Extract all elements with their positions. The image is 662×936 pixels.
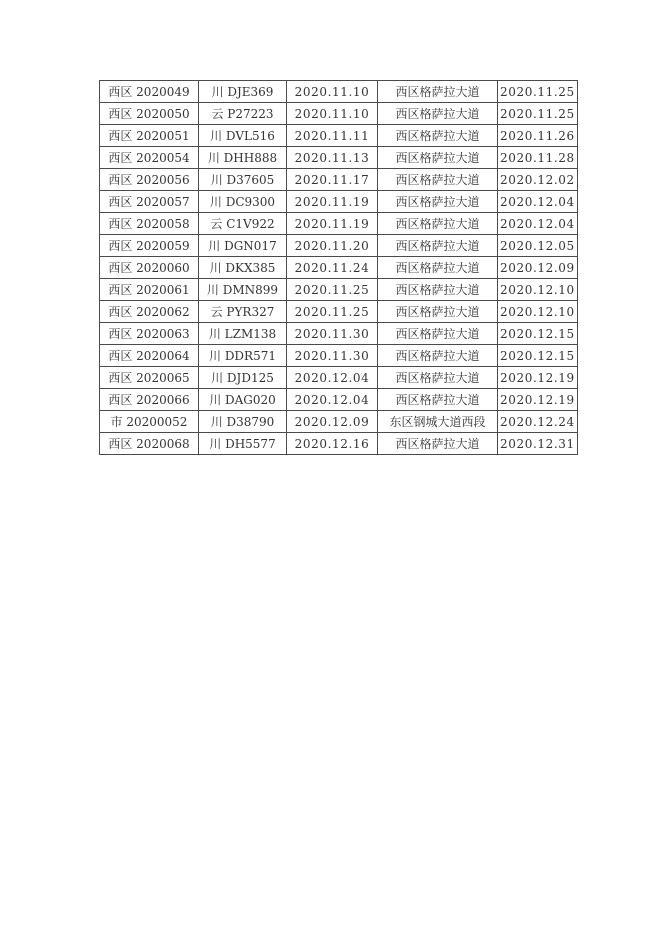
table-cell-deadline-date: 2020.12.10 xyxy=(498,279,578,301)
table-cell-deadline-date: 2020.12.15 xyxy=(498,345,578,367)
table-cell-violation-date: 2020.11.25 xyxy=(287,301,378,323)
table-cell-record-id: 西区 2020064 xyxy=(100,345,199,367)
table-cell-location: 西区格萨拉大道 xyxy=(378,257,498,279)
table-row xyxy=(100,301,578,323)
table-row xyxy=(100,367,578,389)
table-body xyxy=(100,81,578,455)
table-cell-plate-number: 川 DAG020 xyxy=(199,389,287,411)
table-cell-violation-date: 2020.12.04 xyxy=(287,367,378,389)
table-cell-deadline-date: 2020.12.15 xyxy=(498,323,578,345)
table-cell-record-id: 西区 2020063 xyxy=(100,323,199,345)
table-cell-violation-date: 2020.11.19 xyxy=(287,191,378,213)
table-cell-record-id: 西区 2020065 xyxy=(100,367,199,389)
table-cell-record-id: 西区 2020057 xyxy=(100,191,199,213)
table-cell-deadline-date: 2020.12.19 xyxy=(498,367,578,389)
table-cell-violation-date: 2020.11.10 xyxy=(287,103,378,125)
table-cell-location: 西区格萨拉大道 xyxy=(378,191,498,213)
table-cell-plate-number: 川 DMN899 xyxy=(199,279,287,301)
table-cell-location: 西区格萨拉大道 xyxy=(378,389,498,411)
table-cell-location: 西区格萨拉大道 xyxy=(378,213,498,235)
table-row xyxy=(100,125,578,147)
table-cell-violation-date: 2020.11.20 xyxy=(287,235,378,257)
table-cell-violation-date: 2020.11.30 xyxy=(287,345,378,367)
table-cell-deadline-date: 2020.12.04 xyxy=(498,213,578,235)
table-cell-violation-date: 2020.11.17 xyxy=(287,169,378,191)
table-cell-location: 西区格萨拉大道 xyxy=(378,125,498,147)
table-cell-plate-number: 川 DH5577 xyxy=(199,433,287,455)
table-cell-plate-number: 云 C1V922 xyxy=(199,213,287,235)
table-row xyxy=(100,389,578,411)
table-cell-plate-number: 川 DJD125 xyxy=(199,367,287,389)
table-cell-violation-date: 2020.11.24 xyxy=(287,257,378,279)
table-cell-plate-number: 川 D38790 xyxy=(199,411,287,433)
table-cell-record-id: 西区 2020066 xyxy=(100,389,199,411)
table-row xyxy=(100,323,578,345)
table-cell-violation-date: 2020.12.16 xyxy=(287,433,378,455)
table-cell-record-id: 西区 2020068 xyxy=(100,433,199,455)
table-cell-deadline-date: 2020.12.10 xyxy=(498,301,578,323)
table-row xyxy=(100,411,578,433)
table-cell-deadline-date: 2020.11.25 xyxy=(498,81,578,103)
table-row xyxy=(100,235,578,257)
table-cell-location: 西区格萨拉大道 xyxy=(378,103,498,125)
table-cell-deadline-date: 2020.11.25 xyxy=(498,103,578,125)
table-row xyxy=(100,103,578,125)
table-cell-plate-number: 云 PYR327 xyxy=(199,301,287,323)
table-cell-deadline-date: 2020.12.31 xyxy=(498,433,578,455)
violation-records-table xyxy=(99,80,578,455)
table-cell-record-id: 西区 2020051 xyxy=(100,125,199,147)
table-cell-violation-date: 2020.11.13 xyxy=(287,147,378,169)
table-cell-location: 西区格萨拉大道 xyxy=(378,301,498,323)
table-cell-record-id: 西区 2020056 xyxy=(100,169,199,191)
table-cell-plate-number: 川 DDR571 xyxy=(199,345,287,367)
table-cell-location: 西区格萨拉大道 xyxy=(378,367,498,389)
table-cell-record-id: 西区 2020050 xyxy=(100,103,199,125)
table-row xyxy=(100,257,578,279)
table-cell-plate-number: 川 LZM138 xyxy=(199,323,287,345)
table-cell-record-id: 市 20200052 xyxy=(100,411,199,433)
table-cell-violation-date: 2020.11.25 xyxy=(287,279,378,301)
table-cell-deadline-date: 2020.11.26 xyxy=(498,125,578,147)
table-cell-violation-date: 2020.11.11 xyxy=(287,125,378,147)
table-cell-record-id: 西区 2020061 xyxy=(100,279,199,301)
table-cell-plate-number: 川 DVL516 xyxy=(199,125,287,147)
table-cell-plate-number: 云 P27223 xyxy=(199,103,287,125)
table-cell-plate-number: 川 DC9300 xyxy=(199,191,287,213)
table-cell-violation-date: 2020.12.04 xyxy=(287,389,378,411)
table-cell-location: 西区格萨拉大道 xyxy=(378,81,498,103)
table-cell-record-id: 西区 2020054 xyxy=(100,147,199,169)
table-cell-location: 西区格萨拉大道 xyxy=(378,235,498,257)
table-cell-location: 西区格萨拉大道 xyxy=(378,169,498,191)
table-cell-deadline-date: 2020.11.28 xyxy=(498,147,578,169)
table-cell-record-id: 西区 2020058 xyxy=(100,213,199,235)
table-cell-location: 东区钢城大道西段 xyxy=(378,411,498,433)
table-row xyxy=(100,213,578,235)
table-cell-location: 西区格萨拉大道 xyxy=(378,345,498,367)
table-cell-violation-date: 2020.11.10 xyxy=(287,81,378,103)
table-row xyxy=(100,433,578,455)
table-cell-deadline-date: 2020.12.09 xyxy=(498,257,578,279)
table-cell-deadline-date: 2020.12.04 xyxy=(498,191,578,213)
table-cell-deadline-date: 2020.12.05 xyxy=(498,235,578,257)
table-row xyxy=(100,147,578,169)
table-cell-record-id: 西区 2020060 xyxy=(100,257,199,279)
table-cell-record-id: 西区 2020059 xyxy=(100,235,199,257)
table-cell-deadline-date: 2020.12.19 xyxy=(498,389,578,411)
table-cell-location: 西区格萨拉大道 xyxy=(378,147,498,169)
table-cell-violation-date: 2020.11.19 xyxy=(287,213,378,235)
table-cell-location: 西区格萨拉大道 xyxy=(378,433,498,455)
table-cell-location: 西区格萨拉大道 xyxy=(378,323,498,345)
table-cell-plate-number: 川 DKX385 xyxy=(199,257,287,279)
table-row xyxy=(100,345,578,367)
table-cell-plate-number: 川 DHH888 xyxy=(199,147,287,169)
table-cell-record-id: 西区 2020062 xyxy=(100,301,199,323)
table-row xyxy=(100,191,578,213)
table-row xyxy=(100,279,578,301)
table-row xyxy=(100,81,578,103)
table-cell-plate-number: 川 DGN017 xyxy=(199,235,287,257)
table-cell-violation-date: 2020.12.09 xyxy=(287,411,378,433)
table-cell-location: 西区格萨拉大道 xyxy=(378,279,498,301)
table-cell-violation-date: 2020.11.30 xyxy=(287,323,378,345)
table-cell-plate-number: 川 DJE369 xyxy=(199,81,287,103)
table-cell-plate-number: 川 D37605 xyxy=(199,169,287,191)
table-cell-record-id: 西区 2020049 xyxy=(100,81,199,103)
table-row xyxy=(100,169,578,191)
table-cell-deadline-date: 2020.12.24 xyxy=(498,411,578,433)
table-cell-deadline-date: 2020.12.02 xyxy=(498,169,578,191)
